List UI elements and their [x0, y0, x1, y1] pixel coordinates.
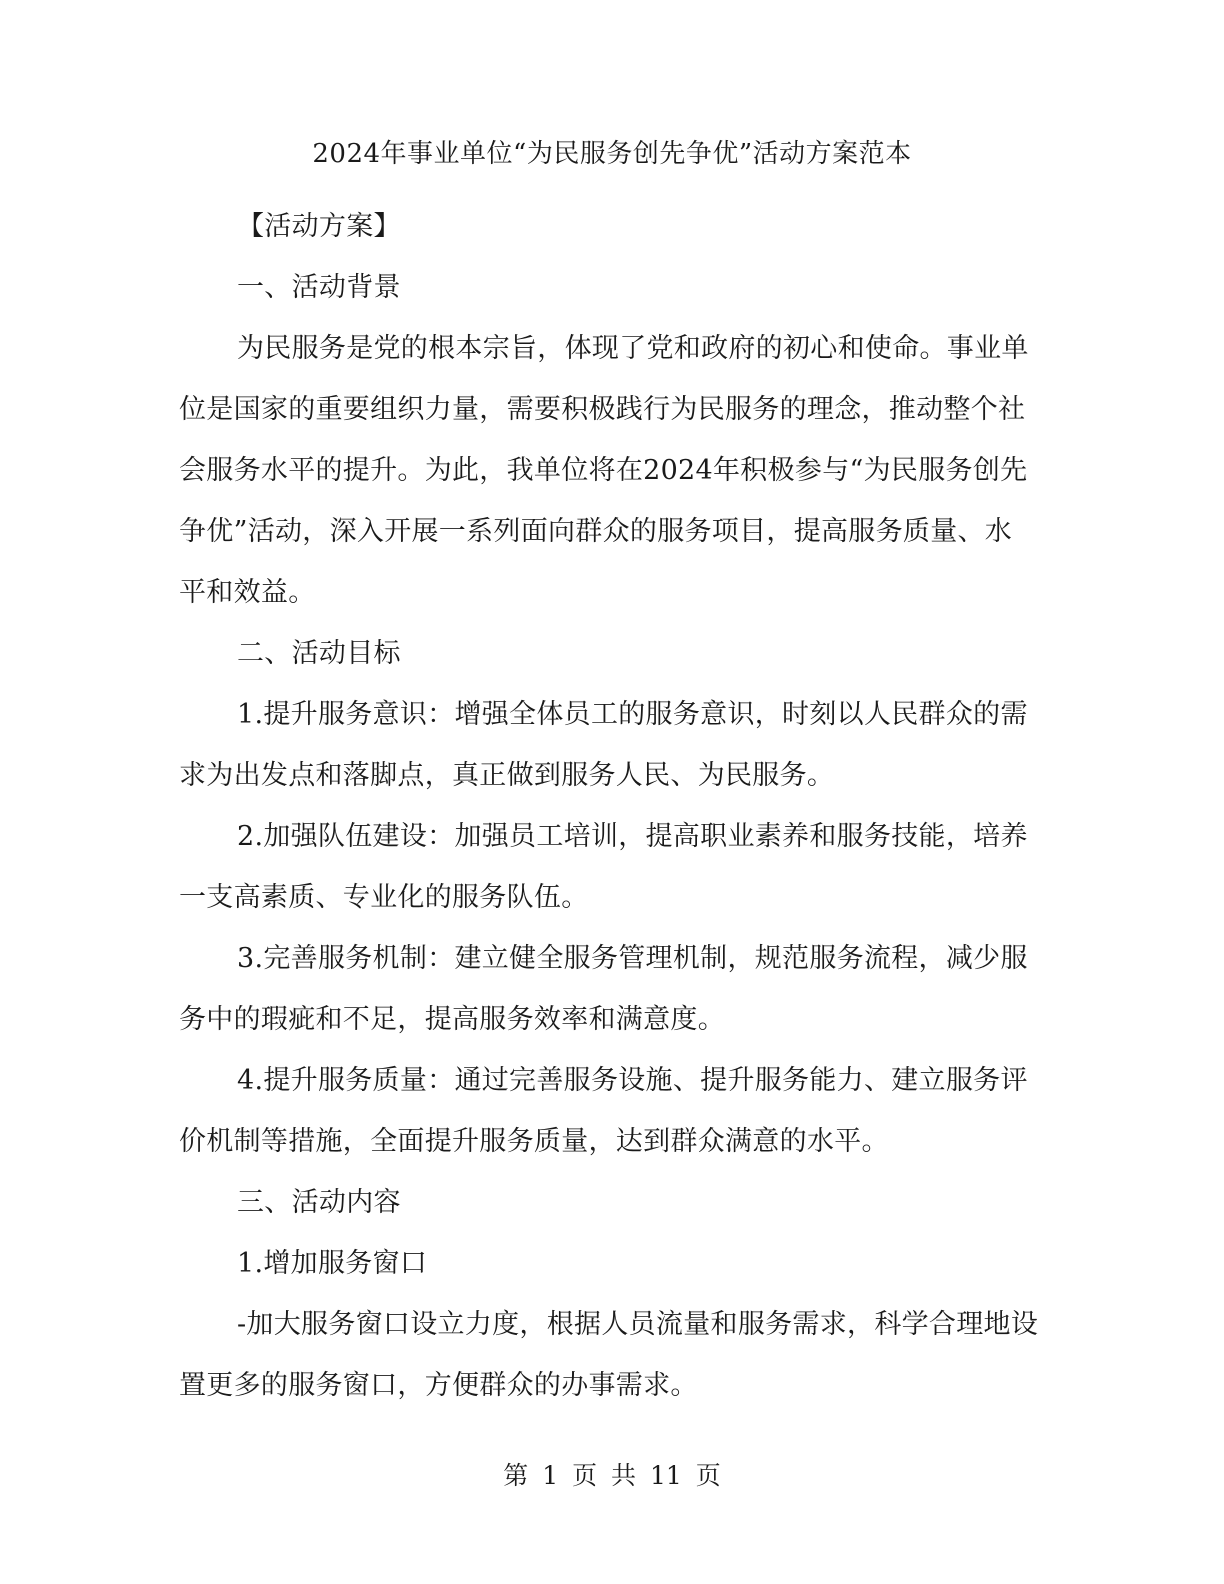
document-body [179, 196, 1039, 1416]
paragraph-goal-4: 4.提升服务质量：通过完善服务设施、提升服务能力、建立服务评价机制等措施，全面提升服务质量，达到群众满意的水平。 [179, 1065, 1028, 1157]
heading-content: 三、活动内容 [237, 1187, 401, 1218]
page-footer: 第 1 页 共 11 页 [503, 1461, 721, 1490]
paragraph-goal-1: 1.提升服务意识：增强全体员工的服务意识，时刻以人民群众的需求为出发点和落脚点，真正做到服务人民、为民服务。 [179, 699, 1028, 791]
paragraph-background: 为民服务是党的根本宗旨，体现了党和政府的初心和使命。事业单位是国家的重要组织力量，需要积极践行为民服务的理念，推动整个社会服务水平的提升。为此，我单位将在2024年积极参与“为民服务创先争优”活动，深入开展一系列面向群众的服务项目，提高服务质量、水平和效益。 [179, 333, 1029, 608]
document-title: 2024年事业单位“为民服务创先争优”活动方案范本 [312, 139, 912, 169]
section-label-activity-plan: 【活动方案】 [237, 211, 401, 242]
heading-background: 一、活动背景 [237, 272, 401, 303]
subheading-service-windows: 1.增加服务窗口 [237, 1248, 428, 1279]
paragraph-goal-2: 2.加强队伍建设：加强员工培训，提高职业素养和服务技能，培养一支高素质、专业化的服务队伍。 [179, 821, 1028, 913]
paragraph-goal-3: 3.完善服务机制：建立健全服务管理机制，规范服务流程，减少服务中的瑕疵和不足，提高服务效率和满意度。 [179, 943, 1028, 1035]
paragraph-service-windows: -加大服务窗口设立力度，根据人员流量和服务需求，科学合理地设置更多的服务窗口，方便群众的办事需求。 [179, 1309, 1039, 1401]
heading-goals: 二、活动目标 [237, 638, 401, 669]
